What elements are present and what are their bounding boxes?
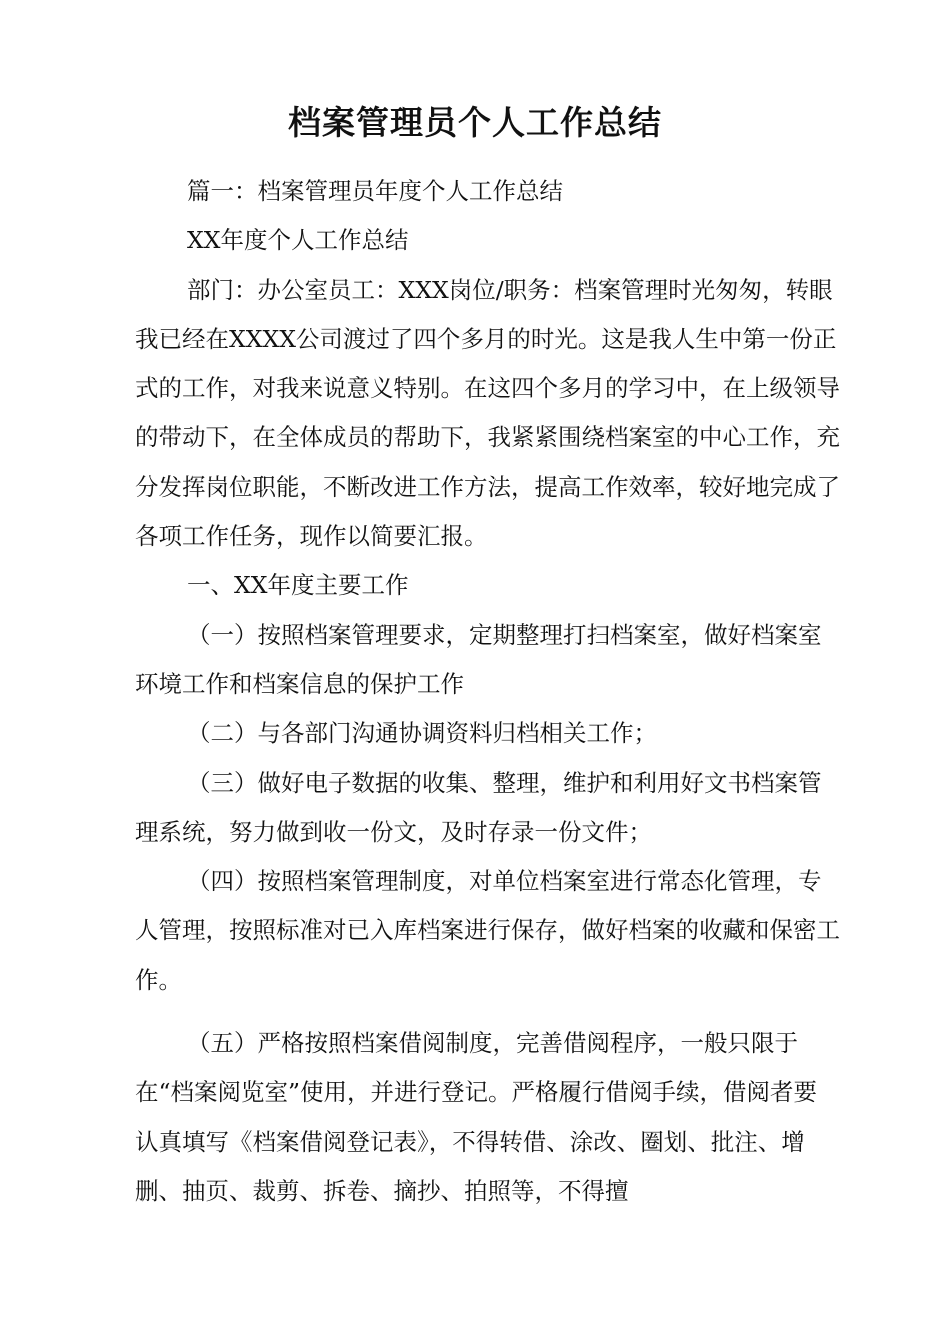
paragraph-item-2: （二）与各部门沟通协调资料归档相关工作；: [187, 719, 657, 748]
paragraph-item-3: （三）做好电子数据的收集、整理，维护和利用好文书档案管理系统，努力做到收一份文，及时存录一份文件；: [135, 768, 822, 846]
paragraph-item-5: （五）严格按照档案借阅制度，完善借阅程序，一般只限于在“档案阅览室”使用，并进行登记。严格履行借阅手续，借阅者要认真填写《档案借阅登记表》，不得转借、涂改、圈划、批注、增删、抽页、裁剪、拆卷、摘抄、拍照等，不得擅: [135, 1029, 818, 1205]
document-body: [135, 167, 840, 1216]
document-title: 档案管理员个人工作总结: [288, 103, 662, 142]
paragraph-item-1: （一）按照档案管理要求，定期整理打扫档案室，做好档案室环境工作和档案信息的保护工作: [135, 620, 822, 698]
paragraph-intro: 部门：办公室员工：XXX岗位/职务：档案管理时光匆匆，转眼我已经在XXXX公司渡过了四个多月的时光。这是我人生中第一份正式的工作，对我来说意义特别。在这四个多月的学习中，在上级领导的带动下，在全体成员的帮助下，我紧紧围绕档案室的中心工作，充分发挥岗位职能，不断改进工作方法，提高工作效率，较好地完成了各项工作任务，现作以简要汇报。: [135, 275, 840, 551]
paragraph-item-4: （四）按照档案管理制度，对单位档案室进行常态化管理，专人管理，按照标准对已入库档案进行保存，做好档案的收藏和保密工作。: [135, 867, 840, 994]
paragraph-section-heading: 篇一：档案管理员年度个人工作总结: [187, 177, 563, 205]
paragraph-summary-title: XX年度个人工作总结: [187, 226, 409, 255]
paragraph-main-work-heading: 一、XX年度主要工作: [187, 571, 409, 600]
